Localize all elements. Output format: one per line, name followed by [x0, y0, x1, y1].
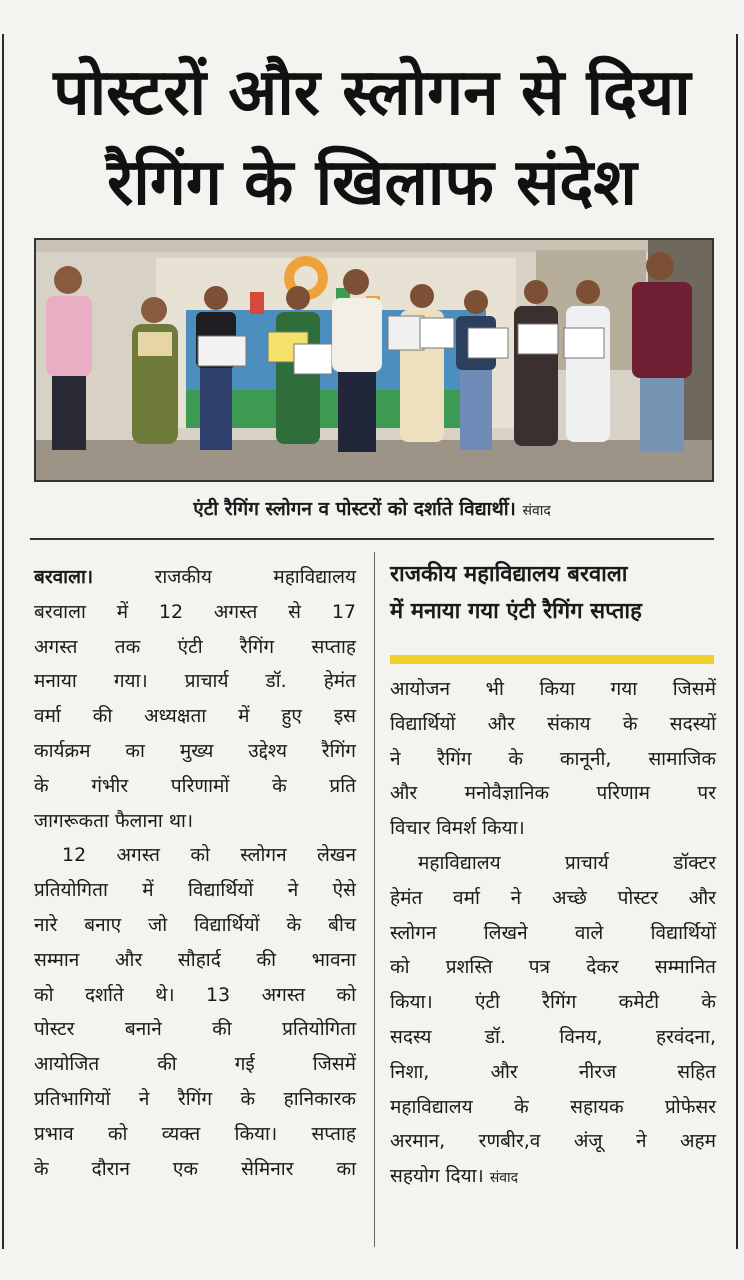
- caption-divider: [30, 538, 714, 540]
- cropped-next-text: [0, 1270, 744, 1280]
- article-line: हेमंत वर्मा ने अच्छे पोस्टर और: [390, 886, 716, 909]
- article-line: प्रतियोगिता में विद्यार्थियों ने ऐसे: [34, 879, 356, 902]
- article-line: सहयोग दिया। संवाद: [390, 1165, 519, 1188]
- group-photo-illustration: [36, 240, 712, 480]
- article-line: विद्यार्थियों और संकाय के सदस्यों: [390, 712, 716, 735]
- dateline: बरवाला।: [34, 566, 94, 588]
- article-line: विचार विमर्श किया।: [390, 817, 525, 840]
- article-line: के दौरान एक सेमिनार का: [34, 1157, 356, 1180]
- article-line: स्लोगन लिखने वाले विद्यार्थियों: [390, 921, 716, 944]
- article-line: 12 अगस्त को स्लोगन लेखन: [62, 844, 356, 867]
- subhead-line-1: राजकीय महाविद्यालय बरवाला: [390, 562, 628, 587]
- article-line: कार्यक्रम का मुख्य उद्देश्य रैगिंग: [34, 739, 356, 762]
- cropped-previous-text: [0, 0, 744, 14]
- article-line: जागरूकता फैलाना था।: [34, 809, 194, 832]
- caption-credit: संवाद: [522, 503, 551, 519]
- headline-line-2: रैगिंग के खिलाफ संदेश: [107, 146, 637, 220]
- article-line: बरवाला। राजकीय महाविद्यालय: [34, 566, 356, 588]
- subhead-line-2: में मनाया गया एंटी रैगिंग सप्ताह: [390, 599, 642, 624]
- article-line: पोस्टर बनाने की प्रतियोगिता: [34, 1018, 356, 1041]
- article-line: अरमान, रणबीर,व अंजू ने अहम: [390, 1130, 716, 1153]
- article-line: आयोजित की गई जिसमें: [34, 1053, 356, 1076]
- left-border-line: [2, 34, 4, 1249]
- article-line: सदस्य डॉ. विनय, हरवंदना,: [390, 1025, 716, 1048]
- article-line: प्रतिभागियों ने रैगिंग के हानिकारक: [34, 1087, 356, 1110]
- news-photo: [34, 238, 714, 482]
- right-border-line: [736, 34, 738, 1249]
- headline: [20, 48, 724, 228]
- article-line: महाविद्यालय के सहायक प्रोफेसर: [390, 1095, 716, 1118]
- article-line: और मनोवैज्ञानिक परिणाम पर: [390, 782, 716, 805]
- article-credit: संवाद: [489, 1170, 519, 1187]
- caption-text: एंटी रैगिंग स्लोगन व पोस्टरों को दर्शाते विद्यार्थी।: [193, 498, 516, 520]
- column-separator: [374, 552, 375, 1247]
- article-line: बरवाला में 12 अगस्त से 17: [34, 600, 356, 623]
- article-line: नारे बनाए जो विद्यार्थियों के बीच: [34, 913, 356, 936]
- article-right-column: [390, 672, 716, 1196]
- article-line: अगस्त तक एंटी रैगिंग सप्ताह: [34, 635, 356, 658]
- article-line: किया। एंटी रैगिंग कमेटी के: [390, 991, 716, 1014]
- article-line: महाविद्यालय प्राचार्य डॉक्टर: [418, 851, 716, 874]
- article-line: वर्मा की अध्यक्षता में हुए इस: [34, 705, 356, 728]
- article-line: मनाया गया। प्राचार्य डॉ. हेमंत: [34, 670, 356, 693]
- article-line: ने रैगिंग के कानूनी, सामाजिक: [390, 747, 716, 770]
- accent-bar: [390, 655, 714, 664]
- article-left-column: [34, 560, 356, 1186]
- article-subheading: [390, 556, 716, 630]
- photo-caption: [30, 494, 714, 526]
- article-line: सम्मान और सौहार्द की भावना: [34, 948, 356, 971]
- article-line: आयोजन भी किया गया जिसमें: [390, 678, 716, 700]
- article-line: के गंभीर परिणामों के प्रति: [34, 774, 356, 797]
- article-line: को प्रशस्ति पत्र देकर सम्मानित: [390, 956, 716, 979]
- article-line: को दर्शाते थे। 13 अगस्त को: [34, 983, 356, 1006]
- headline-line-1: पोस्टरों और स्लोगन से दिया: [53, 56, 691, 130]
- article-line: प्रभाव को व्यक्त किया। सप्ताह: [34, 1122, 356, 1145]
- article-line: निशा, और नीरज सहित: [390, 1060, 716, 1083]
